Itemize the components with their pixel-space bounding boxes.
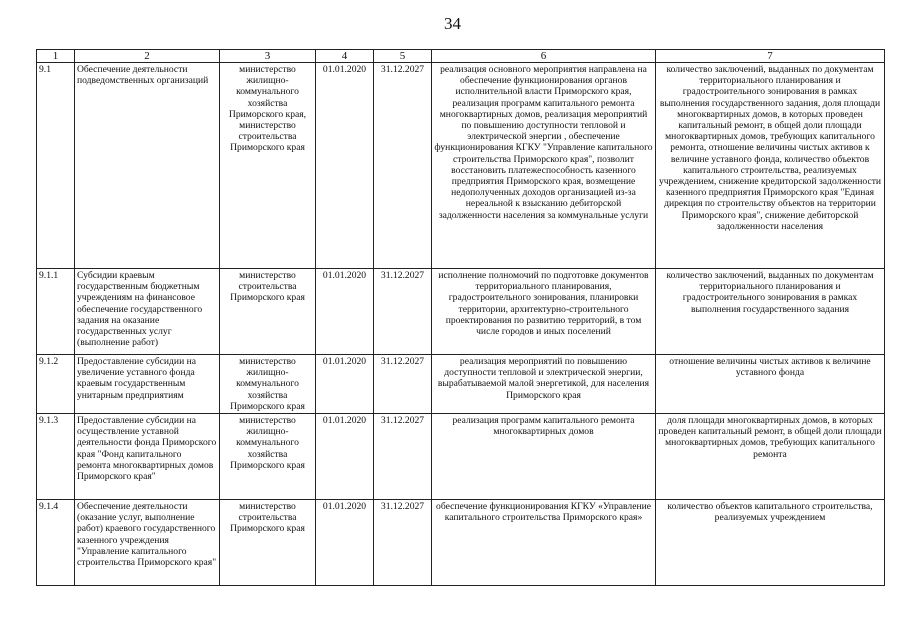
end-date: 31.12.2027 <box>374 355 432 414</box>
column-header: 7 <box>656 50 885 63</box>
page-number: 34 <box>444 14 461 33</box>
column-header: 5 <box>374 50 432 63</box>
row-number: 9.1.1 <box>37 269 75 355</box>
end-date: 31.12.2027 <box>374 269 432 355</box>
start-date: 01.01.2020 <box>316 355 374 414</box>
row-number: 9.1.2 <box>37 355 75 414</box>
executor: министерство строительства Приморского края <box>220 269 316 355</box>
expected-result: реализация мероприятий по повышению доступности тепловой и электрической энергии, вырабатываемой малой энергетикой, для населения Приморского края <box>432 355 656 414</box>
program-table <box>36 49 885 586</box>
expected-result: исполнение полномочий по подготовке документов территориального планирования, градостроительного зонирования, планировки территории, архитектурно-строительного проектирования по развитию территорий, в том числе городов и иных поселений <box>432 269 656 355</box>
indicator: количество заключений, выданных по документам территориального планирования и градостроительного зонирования в рамках выполнения государственного задания, доля площади многоквартирных домов, в которых проведен капитальный ремонт, в общей доли площади многоквартирных домов, требующих капитального ремонта, отношение величины чистых активов к величине уставного фонда, количество объектов капитального строительства, реализуемых учреждением, снижение кредиторской задолженности казенного предприятия Приморского края "Единая дирекция по строительству объектов на территории Приморского края", снижение дебиторской задолженности населения <box>656 63 885 269</box>
end-date: 31.12.2027 <box>374 414 432 500</box>
activity-name: Предоставление субсидии на увеличение уставного фонда краевым государственным унитарным предприятиям <box>75 355 220 414</box>
expected-result: реализация основного мероприятия направлена на обеспечение функционирования органов исполнительной власти Приморского края, реализация программ капитального ремонта многоквартирных домов, реализация мероприятий по повышению доступности тепловой и электрической энергии , обеспечение функционирования КГКУ "Управление капитального строительства Приморского края", позволит восстановить платежеспособность казенного предприятия Приморского края, возмещение недополученных доходов организацией из-за нереальной к взысканию дебиторской задолженности населения за коммунальные услуги <box>432 63 656 269</box>
column-header: 3 <box>220 50 316 63</box>
executor: министерство строительства Приморского края <box>220 500 316 586</box>
activity-name: Предоставление субсидии на осуществление уставной деятельности фонда Приморского края "Фонд капитального ремонта многоквартирных домов Приморского края" <box>75 414 220 500</box>
activity-name: Обеспечение деятельности (оказание услуг, выполнение работ) краевого государственного казенного учреждения "Управление капитального строительства Приморского края" <box>75 500 220 586</box>
start-date: 01.01.2020 <box>316 269 374 355</box>
activity-name: Субсидии краевым государственным бюджетным учреждениям на финансовое обеспечение государственного задания на оказание государственных услуг (выполнение работ) <box>75 269 220 355</box>
header-row <box>37 50 885 63</box>
end-date: 31.12.2027 <box>374 500 432 586</box>
end-date: 31.12.2027 <box>374 63 432 269</box>
executor: министерство жилищно-коммунального хозяйства Приморского края <box>220 355 316 414</box>
row-number: 9.1 <box>37 63 75 269</box>
table-row <box>37 500 885 586</box>
indicator: доля площади многоквартирных домов, в которых проведен капитальный ремонт, в общей доли площади многоквартирных домов, требующих капитального ремонта <box>656 414 885 500</box>
row-number: 9.1.3 <box>37 414 75 500</box>
indicator: количество заключений, выданных по документам территориального планирования и градостроительного зонирования в рамках выполнения государственного задания <box>656 269 885 355</box>
indicator: количество объектов капитального строительства, реализуемых учреждением <box>656 500 885 586</box>
column-header: 2 <box>75 50 220 63</box>
start-date: 01.01.2020 <box>316 500 374 586</box>
start-date: 01.01.2020 <box>316 414 374 500</box>
table-row <box>37 63 885 269</box>
column-header: 6 <box>432 50 656 63</box>
start-date: 01.01.2020 <box>316 63 374 269</box>
expected-result: реализация программ капитального ремонта многоквартирных домов <box>432 414 656 500</box>
activity-name: Обеспечение деятельности подведомственных организаций <box>75 63 220 269</box>
row-number: 9.1.4 <box>37 500 75 586</box>
indicator: отношение величины чистых активов к величине уставного фонда <box>656 355 885 414</box>
table-row <box>37 269 885 355</box>
executor: министерство жилищно-коммунального хозяйства Приморского края, министерство строительства Приморского края <box>220 63 316 269</box>
column-header: 1 <box>37 50 75 63</box>
table-row <box>37 414 885 500</box>
table-row <box>37 355 885 414</box>
executor: министерство жилищно-коммунального хозяйства Приморского края <box>220 414 316 500</box>
expected-result: обеспечение функционирования КГКУ «Управление капитального строительства Приморского края» <box>432 500 656 586</box>
column-header: 4 <box>316 50 374 63</box>
